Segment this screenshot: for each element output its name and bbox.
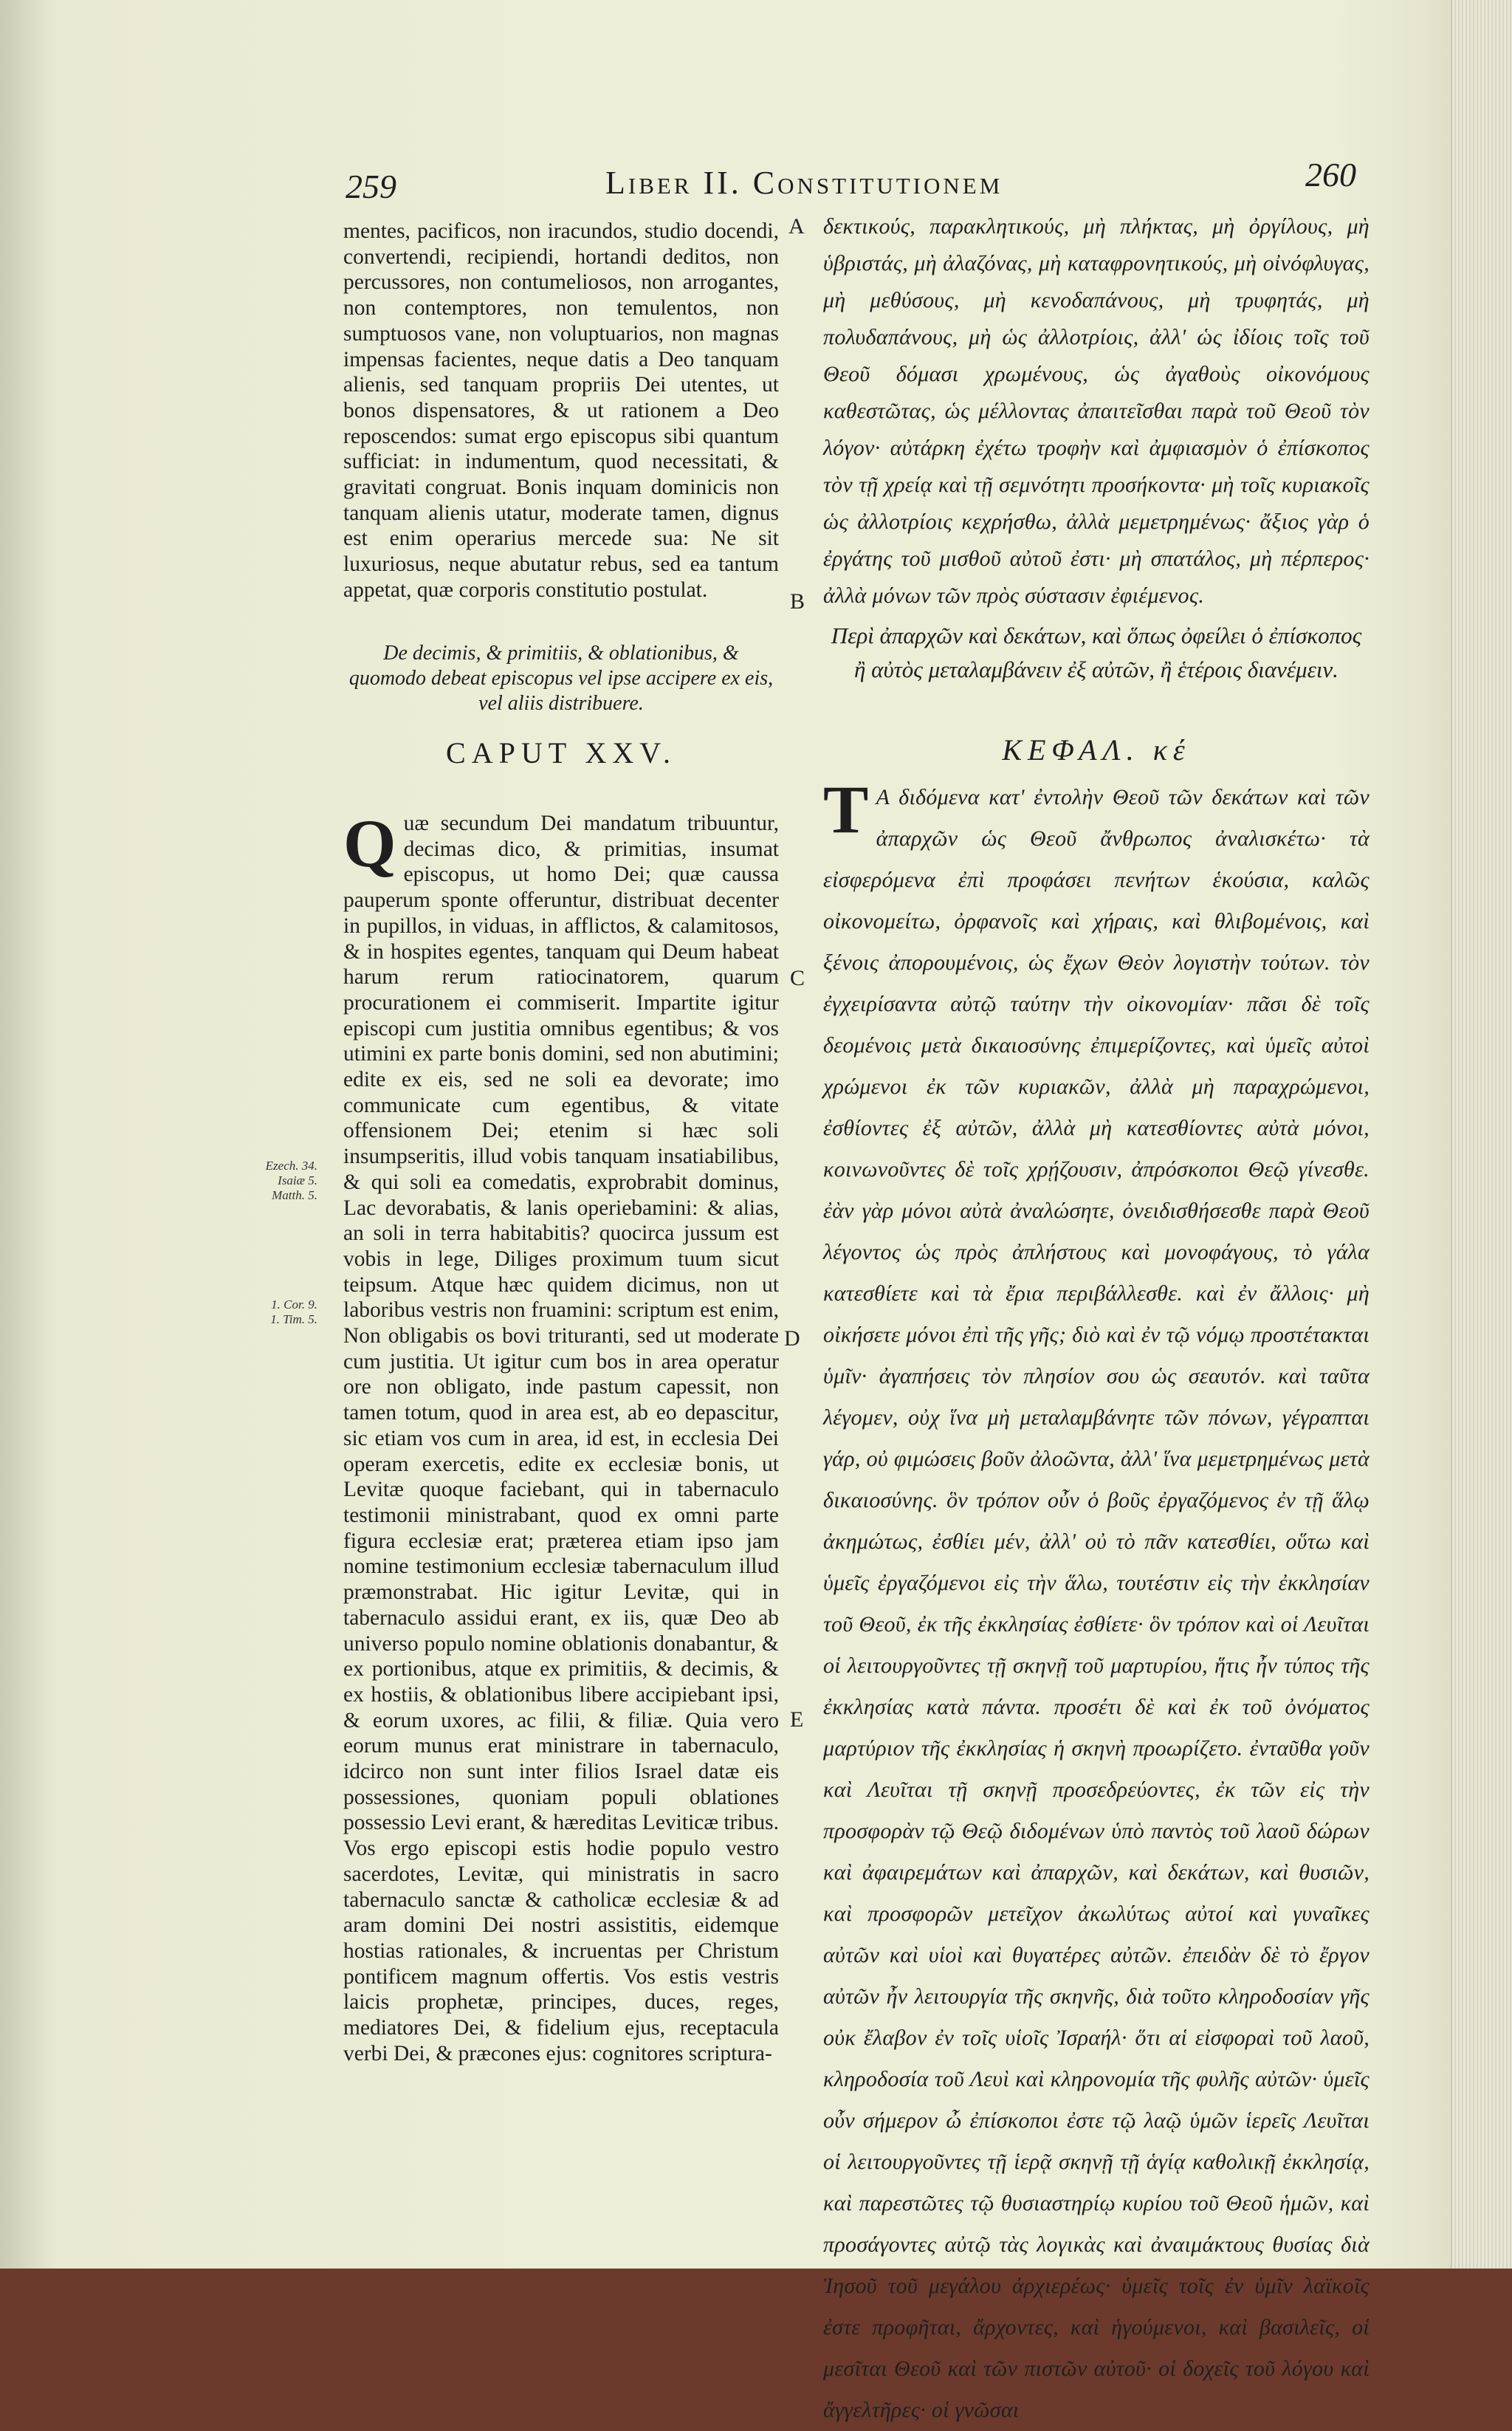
gutter-shadow [0, 0, 52, 2269]
greek-chapter-heading: ΚΕΦΑΛ. κέ [1002, 733, 1191, 767]
section-marker-e: E [790, 1707, 804, 1732]
margin-note-5: 1. Tim. 5. [270, 1312, 317, 1326]
greek-top-paragraph [823, 208, 1370, 614]
section-marker-b: B [790, 589, 805, 614]
greek-top-text: δεκτικούς, παρακλητικούς, μὴ πλήκτας, μὴ ὀργίλους, μὴ ὑβριστάς, μὴ ἀλαζόνας, μὴ καταφρονητικούς, μὴ οἰνόφλυγας, μὴ μεθύσους, μὴ κενοδαπάνους, μὴ τρυφητάς, μὴ πολυδαπάνους, μὴ ὡς ἀλλοτρίοις, ἀλλ' ὡς ἰδίοις τοῖς τοῦ Θεοῦ δόμασι χρωμένους, ὡς ἀγαθοὺς οἰκονόμους καθεστῶτας, ὡς μέλλοντας ἀπαιτεῖσθαι παρὰ τοῦ Θεοῦ τὸν λόγον· αὐτάρκη ἐχέτω τροφὴν καὶ ἀμφιασμὸν ὁ ἐπίσκοπος τὸν τῇ χρείᾳ καὶ τῇ σεμνότητι προσήκοντα· μὴ τοῖς κυριακοῖς ὡς ἀλλοτρίοις κεχρήσθω, ἀλλὰ μεμετρημένως· ἄξιος γὰρ ὁ ἐργάτης τοῦ μισθοῦ αὐτοῦ ἐστι· μὴ σπατάλος, μὴ πέρπερος· ἀλλὰ μόνων τῶν πρὸς σύστασιν ἐφιέμενος. [823, 214, 1370, 608]
greek-body-column [823, 772, 1370, 2431]
greek-body-text: Α διδόμενα κατ' ἐντολὴν Θεοῦ τῶν δεκάτων καὶ τῶν ἀπαρχῶν ὡς Θεοῦ ἄνθρωπος ἀναλισκέτω· τὰ εἰσφερόμενα ἐπὶ προφάσει πενήτων ἑκούσια, καλῶς οἰκονομείτω, ὀρφανοῖς καὶ χήραις, καὶ θλιβομένοις, καὶ ξένοις ἀπορουμένοις, ὡς ἔχων Θεὸν λογιστὴν τούτων. τὸν ἐγχειρίσαντα αὐτῷ ταύτην τὴν οἰκονομίαν· πᾶσι δὲ τοῖς δεομένοις μετὰ δικαιοσύνης ἐπιμερίζοντες, καὶ ὑμεῖς αὐτοὶ χρώμενοι ἐκ τῶν κυριακῶν, ἀλλὰ μὴ παραχρώμενοι, ἐσθίοντες ἐξ αὐτῶν, ἀλλὰ μὴ κατεσθίοντες αὐτὰ μόνοι, κοινωνοῦντες δὲ τοῖς χρῄζουσιν, ἀπρόσκοποι Θεῷ γίνεσθε. ἐὰν γὰρ μόνοι αὐτὰ ἀναλώσητε, ὀνειδισθήσεσθε παρὰ Θεοῦ λέγοντος ὡς πρὸς ἀπλήστους καὶ μονοφάγους, τὸ γάλα κατεσθίετε καὶ τὰ ἔρια περιβάλλεσθε. καὶ ἐν ἄλλοις· μὴ οἰκήσετε μόνοι ἐπὶ τῆς γῆς; διὸ καὶ ἐν τῷ νόμῳ προστέτακται ὑμῖν· ἀγαπήσεις τὸν πλησίον σου ὡς σεαυτόν. καὶ ταῦτα λέγομεν, οὐχ ἵνα μὴ μεταλαμβάνητε τῶν πόνων, γέγραπται γάρ, οὐ φιμώσεις βοῦν ἀλοῶντα, ἀλλ' ἵνα μεμετρημένως μετὰ δικαιοσύνης. ὃν τρόπον οὖν ὁ βοῦς ἐργαζόμενος ἐν τῇ ἅλῳ ἀκημώτως, ἐσθίει μέν, ἀλλ' οὐ τὸ πᾶν κατεσθίει, οὕτω καὶ ὑμεῖς ἐργαζόμενοι εἰς τὴν ἅλω, τουτέστιν εἰς τὴν ἐκκλησίαν τοῦ Θεοῦ, ἐκ τῆς ἐκκλησίας ἐσθίετε· ὃν τρόπον καὶ οἱ Λευῖται οἱ λειτουργοῦντες τῇ σκηνῇ τοῦ μαρτυρίου, ἥτις ἦν τύπος τῆς ἐκκλησίας κατὰ πάντα. προσέτι δὲ καὶ ἐκ τοῦ ὀνόματος μαρτύριον τῆς ἐκκλησίας ἡ σκηνὴ προωρίζετο. ἐνταῦθα γοῦν καὶ Λευῖται τῇ σκηνῇ προσεδρεύοντες, ἐκ τῶν εἰς τὴν προσφορὰν τῷ Θεῷ διδομένων ὑπὸ παντὸς τοῦ λαοῦ δώρων καὶ ἀφαιρεμάτων καὶ ἀπαρχῶν, καὶ δεκάτων, καὶ θυσιῶν, καὶ προσφορῶν μετεῖχον ἀκωλύτως αὐτοί καὶ γυναῖκες αὐτῶν καὶ υἱοὶ καὶ θυγατέρες αὐτῶν. ἐπειδὰν δὲ τὸ ἔργον αὐτῶν ἦν λειτουργία τῆς σκηνῆς, διὰ τοῦτο κληροδοσίαν γῆς οὐκ ἔλαβον ἐν τοῖς υἱοῖς Ἰσραήλ· ὅτι αἱ εἰσφοραὶ τοῦ λαοῦ, κληροδοσία τοῦ Λευὶ καὶ κληρονομία τῆς φυλῆς αὐτῶν· ὑμεῖς οὖν σήμερον ὦ ἐπίσκοποι ἐστε τῷ λαῷ ὑμῶν ἱερεῖς Λευῖται οἱ λειτουργοῦντες τῇ ἱερᾷ σκηνῇ τῇ ἁγίᾳ καθολικῇ ἐκκλησίᾳ, καὶ παρεστῶτες τῷ θυσιαστηρίῳ κυρίου τοῦ Θεοῦ ἡμῶν, καὶ προσάγοντες αὐτῷ τὰς λογικὰς καὶ ἀναιμάκτους θυσίας διὰ Ἰησοῦ τοῦ μεγάλου ἀρχιερέως· ὑμεῖς τοῖς ἐν ὑμῖν λαϊκοῖς ἐστε προφῆται, ἄρχοντες, καὶ ἡγούμενοι, καὶ βασιλεῖς, οἱ μεσῖται Θεοῦ καὶ τῶν πιστῶν αὐτοῦ· οἱ δοχεῖς τοῦ λόγου καὶ ἄγγελτῆρες· οἱ γνῶσαι [823, 785, 1370, 2422]
latin-dropcap: Q [343, 806, 396, 881]
latin-body-text: uæ secundum Dei mandatum tribuuntur, decimas dico, & primitias, insumat episcopus, ut homo Dei; quæ caussa pauperum sponte offeruntur, distribuat decenter in pupillos, in viduas, in afflictos, & calamitosos, & in hospites egentes, tanquam qui Deum habeat harum rerum ratiocinatorem, quarum procurationem ei commiserit. Impartite igitur episcopi cum justitia omnibus egentibus; & vos utimini ex parte bonis domini, sed non abutimini; edite ex eis, sed ne soli ea devorate; imo communicate cum egentibus, & vitate offensionem Dei; etenim si hæc soli insumpseritis, illud vobis tanquam insatiabilibus, & qui soli ea comedatis, exprobrabit dominus, Lac devorabatis, & lanis operiebamini: & alias, an soli in terra habitabitis? quocirca jussum est vobis in lege, Diliges proximum tuum sicut teipsum. Atque hæc quidem dicimus, non ut laboribus vestris non fruamini: scriptum est enim, Non obligabis os bovi trituranti, sed ut moderate cum justitia. Ut igitur cum bos in area operatur ore non obligato, inde pastum capessit, non tamen totum, quod in area est, ab eo depascitur, sic etiam vos cum in area, id est, in ecclesia Dei operam exercetis, edite ex ecclesiæ bonis, ut Levitæ quoque faciebant, qui in tabernaculo testimonii ministrabant, quod ex omni parte figura ecclesiæ erat; præterea etiam ipso jam nomine testimonium ecclesiæ tabernaculum illud præmonstrabat. Hic igitur Levitæ, qui in tabernaculo assidui erant, ex iis, quæ Deo ab universo populo nomine oblationis donabantur, & ex portionibus, atque ex primitiis, & decimis, & ex hostiis, & oblationibus libere accipiebant ipsi, & eorum uxores, ac filii, & filiæ. Quia vero eorum munus erat ministrare in tabernaculo, idcirco non sunt inter filios Israel datæ eis possessiones, quoniam populi oblationes possessio Levi erant, & hæreditas Leviticæ tribus. Vos ergo episcopi estis hodie populo vestro sacerdotes, Levitæ, qui ministratis in sacro tabernaculo sanctæ & catholicæ ecclesiæ & ad aram domini Dei nostri assistitis, eidemque hostias rationales, & incruentas per Christum pontificem magnum offertis. Vos estis vestris laicis prophetæ, principes, duces, reges, mediatores Dei, & fidelium ejus, receptacula verbi Dei, & præcones ejus: cognitores scriptura- [343, 812, 779, 2065]
section-marker-c: C [790, 966, 805, 990]
section-marker-d: D [784, 1326, 800, 1351]
latin-top-text: mentes, pacificos, non iracundos, studio docendi, convertendi, recipiendi, hortandi deditos, non percussores, non contumeliosos, non arrogantes, non contemptores, non temulentos, non sumptuosos vane, non voluptuarios, non magnas impensas facientes, neque datis a Deo tanquam alienis, sed tanquam propriis Dei utentes, ut bonos dispensatores, & ut rationem a Deo reposcendos: sumat ergo episcopus sibi quantum sufficiat: in indumentum, quod necessitati, & gravitati congruat. Bonis inquam dominicis non tanquam alienis utatur, moderate tamen, dignus est enim operarius mercede sua: Ne sit luxuriosus, neque abutatur rebus, sed ea tantum appetat, quæ corporis constitutio postulat. [343, 219, 779, 602]
greek-rubric: Περὶ ἀπαρχῶν καὶ δεκάτων, καὶ ὅπως ὀφείλει ὁ ἐπίσκοπος ἢ αὐτὸς μεταλαμβάνειν ἐξ αὐτῶν, ἢ ἑτέροις διανέμειν. [831, 623, 1362, 682]
margin-note-4: 1. Cor. 9. [271, 1297, 317, 1311]
right-page-number: 260 [1305, 156, 1356, 193]
margin-note-1: Ezech. 34. [265, 1159, 317, 1173]
latin-chapter-heading: CAPUT XXV. [446, 736, 676, 769]
greek-dropcap: Τ [823, 772, 869, 847]
latin-rubric: De decimis, & primitiis, & oblationibus, & quomodo debeat episcopus vel ipse accipere ex eis, vel aliis distribuere. [348, 642, 774, 715]
latin-body-column [343, 806, 779, 2066]
latin-top-paragraph [343, 219, 779, 603]
margin-note-2: Isaiæ 5. [278, 1173, 317, 1187]
margin-note-3: Matth. 5. [272, 1188, 317, 1202]
running-title: Liber II. Constitutionem [605, 165, 1003, 201]
left-page-number: 259 [346, 168, 396, 205]
page-edge-stack [1451, 0, 1512, 2269]
section-marker-a: A [788, 214, 805, 239]
